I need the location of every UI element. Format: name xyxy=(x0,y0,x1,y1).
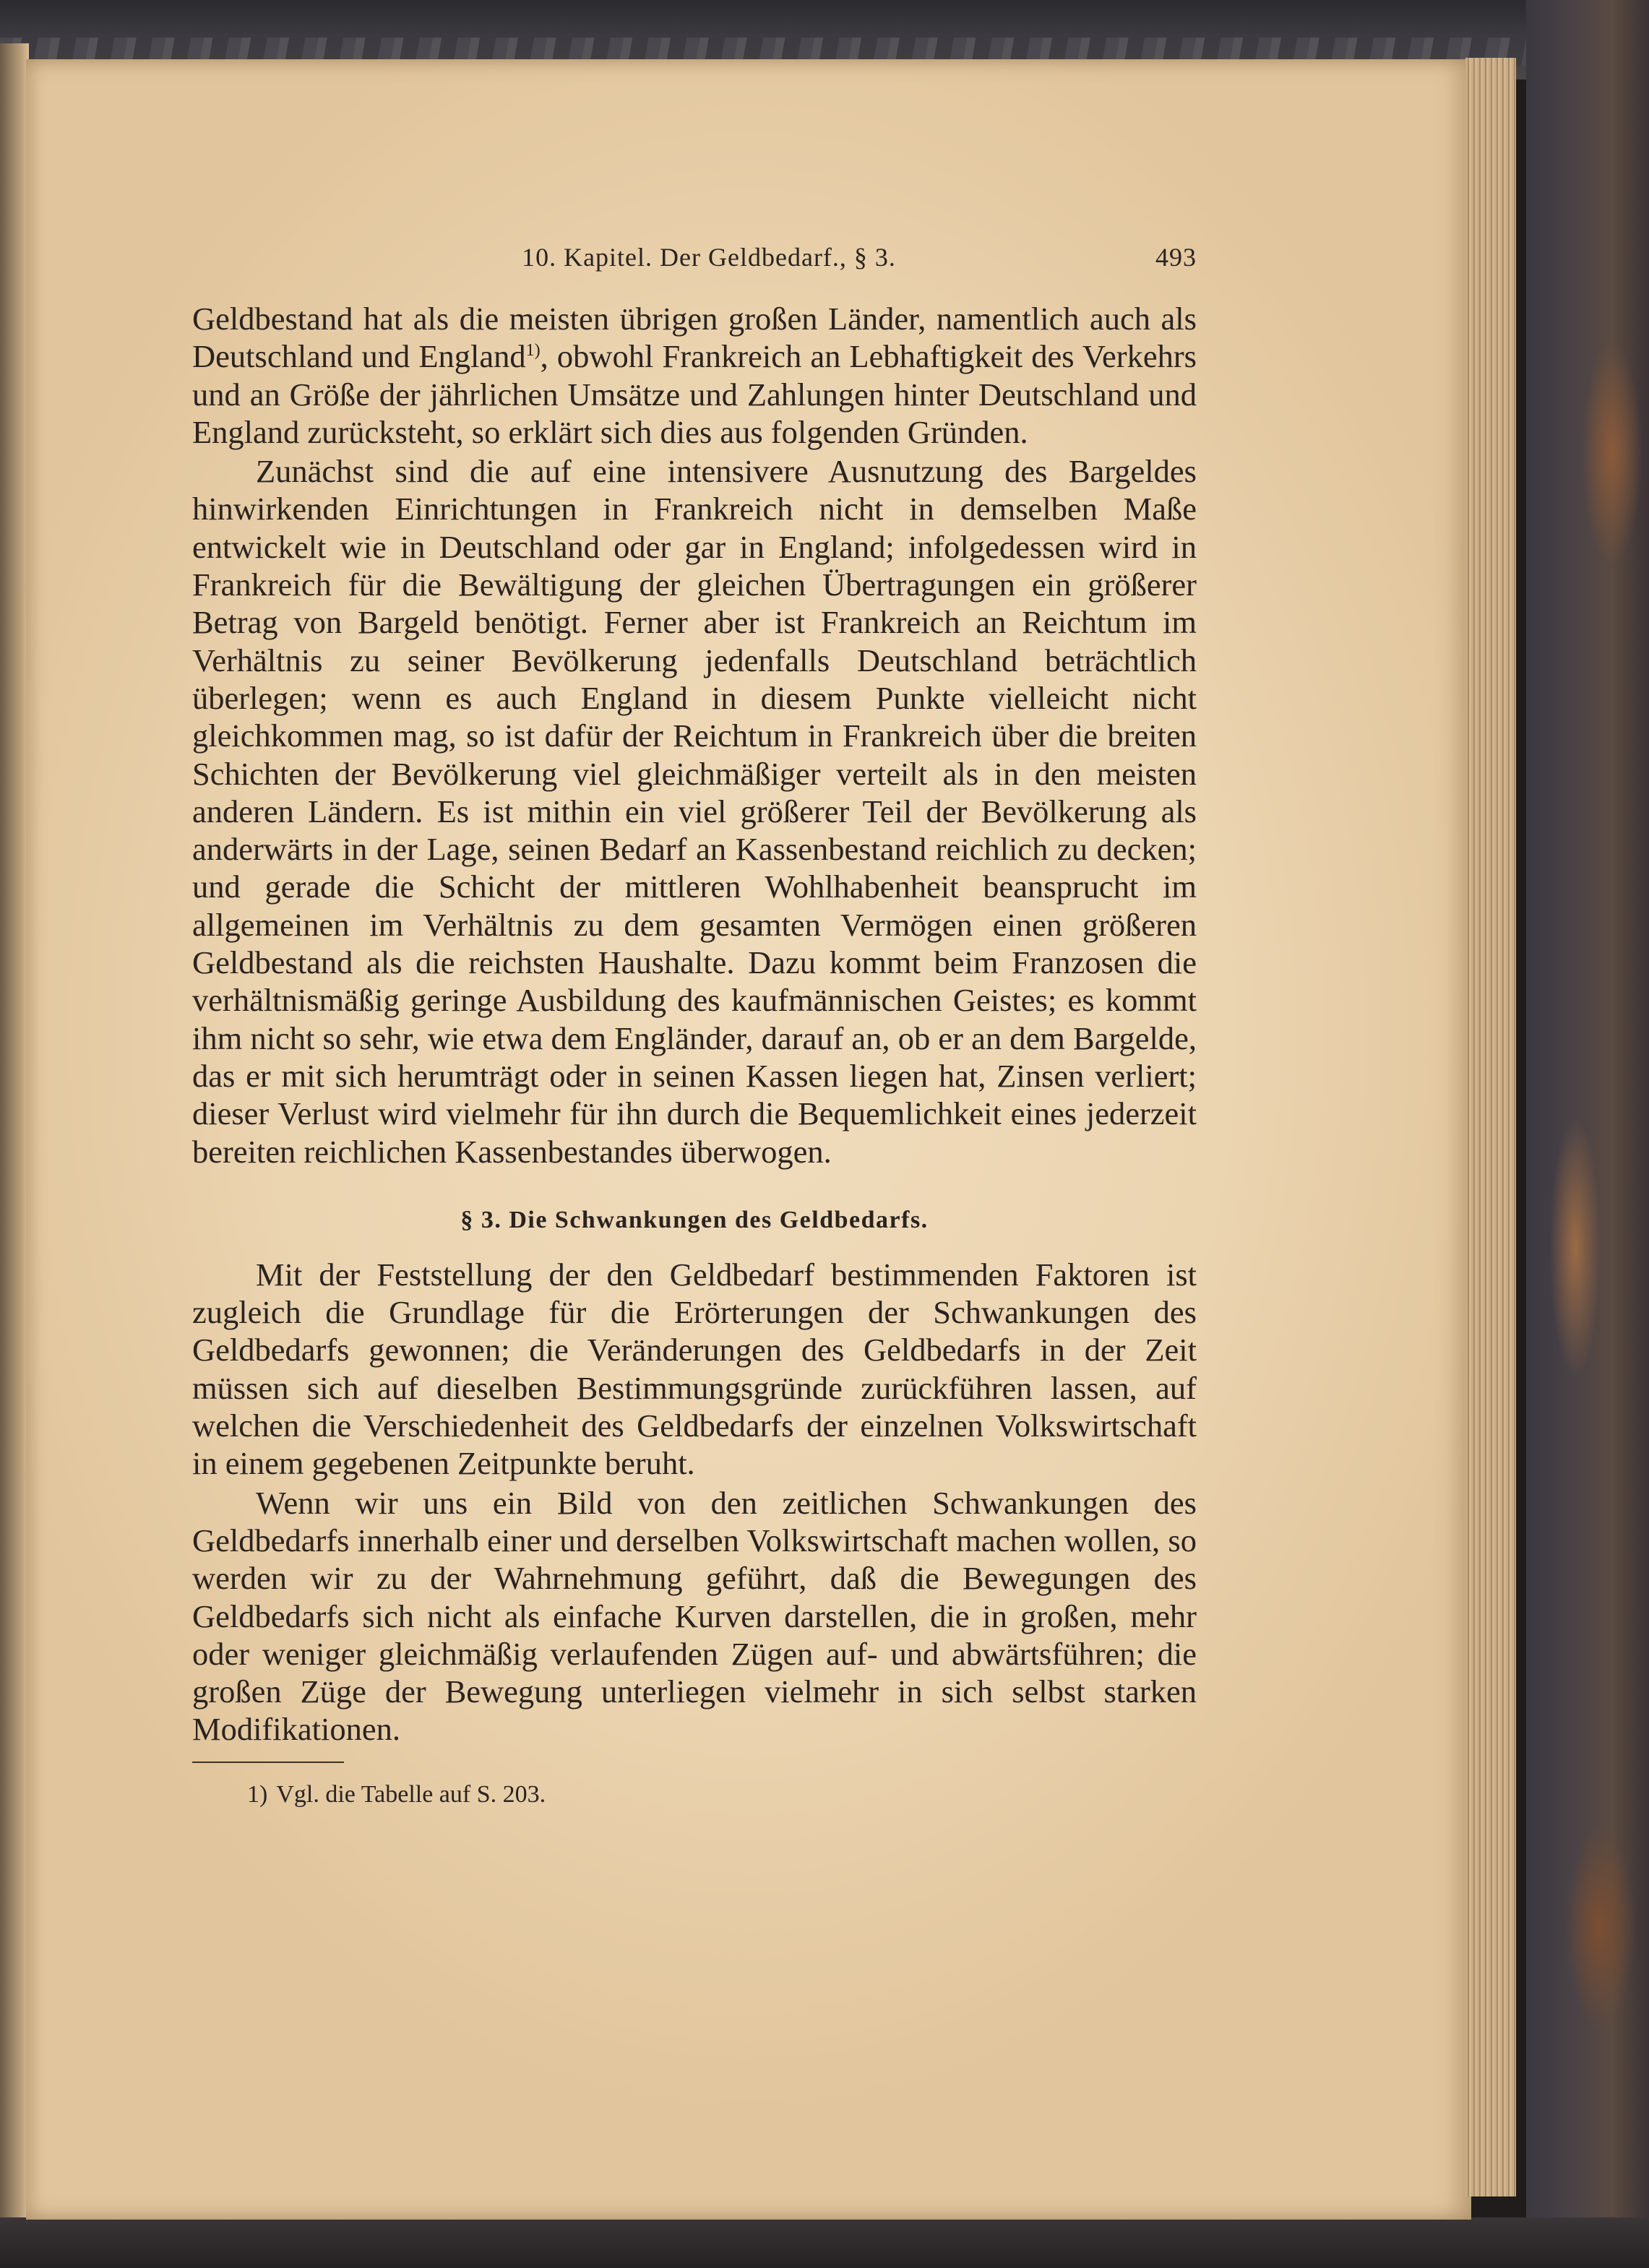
paragraph-2: Zunächst sind die auf eine intensivere Ausnutzung des Bargeldes hinwirkenden Einrichtungen in Frankreich nicht in demselben Maße entwickelt wie in Deutschland oder gar in England; infolgedessen wird in Frankreich für die Bewältigung der gleichen Übertragungen ein größerer Betrag von Bargeld benötigt. Ferner aber ist Frankreich an Reichtum im Verhältnis zu seiner Bevölkerung jedenfalls Deutschland beträchtlich überlegen; wenn es auch England in diesem Punkte vielleicht nicht gleichkommen mag, so ist dafür der Reichtum in Frankreich über die breiten Schichten der Bevölkerung viel gleichmäßiger verteilt als in den meisten anderen Ländern. Es ist mithin ein viel größerer Teil der Bevölkerung als anderwärts in der Lage, seinen Bedarf an Kassenbestand reichlich zu decken; und gerade die Schicht der mittleren Wohlhabenheit beansprucht im allgemeinen im Verhältnis zu dem gesamten Vermögen einen größeren Geldbestand als die reichsten Haushalte. Dazu kommt beim Franzosen die verhältnismäßig geringe Ausbildung des kaufmännischen Geistes; es kommt ihm nicht so sehr, wie etwa dem Engländer, darauf an, ob er an dem Bargelde, das er mit sich herumträgt oder in seinen Kassen liegen hat, Zinsen verliert; dieser Verlust wird vielmehr für ihn durch die Bequemlichkeit eines jederzeit bereiten reichlichen Kassenbestandes überwogen. xyxy=(192,453,1197,1170)
gutter-shadow xyxy=(0,43,29,2247)
footnote-separator xyxy=(192,1762,344,1763)
binding-bottom-edge xyxy=(0,2217,1649,2268)
footnote-text: Vgl. die Tabelle auf S. 203. xyxy=(276,1780,546,1808)
running-head-title: 10. Kapitel. Der Geldbedarf., § 3. xyxy=(522,243,896,272)
footnote-marker: 1) xyxy=(247,1780,268,1808)
page-content xyxy=(192,242,1197,1811)
paragraph-1-text: Geldbestand hat als die meisten übrigen großen Länder, namentlich auch als Deutschland und England xyxy=(192,301,1197,375)
paragraph-1 xyxy=(192,300,1197,451)
page-number: 493 xyxy=(1155,243,1197,272)
footnote xyxy=(192,1779,1197,1811)
paragraph-3: Mit der Feststellung der den Geldbedarf bestimmenden Faktoren ist zugleich die Grundlage für die Erörterungen der Schwankungen des Geldbedarfs gewonnen; die Veränderungen des Geldbedarfs in der Zeit müssen sich auf dieselben Bestimmungsgründe zurückführen lassen, auf welchen die Verschiedenheit des Geldbedarfs der einzelnen Volkswirtschaft in einem gegebenen Zeitpunkte beruht. xyxy=(192,1256,1197,1482)
page-stack-edges xyxy=(1465,58,1516,2196)
running-head xyxy=(192,242,1197,284)
marbled-cover-edge xyxy=(1526,0,1649,2268)
section-heading: § 3. Die Schwankungen des Geldbedarfs. xyxy=(460,1206,929,1233)
paragraph-4: Wenn wir uns ein Bild von den zeitlichen Schwankungen des Geldbedarfs innerhalb einer und derselben Volkswirtschaft machen wollen, so werden wir zu der Wahrnehmung geführt, daß die Bewegungen des Geldbedarfs sich nicht als einfache Kurven darstellen, die in großen, mehr oder weniger gleichmäßig verlaufenden Zügen auf- und abwärtsführen; die großen Züge der Bewegung unterliegen vielmehr in sich selbst starken Modifikationen. xyxy=(192,1484,1197,1748)
footnote-reference: 1) xyxy=(525,341,541,361)
paragraph-1-text-continued: , obwohl Frankreich an Lebhaftigkeit des Verkehrs und an Größe der jährlichen Umsätze und Zahlungen hinter Deutschland und England zurücksteht, so erklärt sich dies aus folgenden Gründen. xyxy=(192,338,1197,450)
